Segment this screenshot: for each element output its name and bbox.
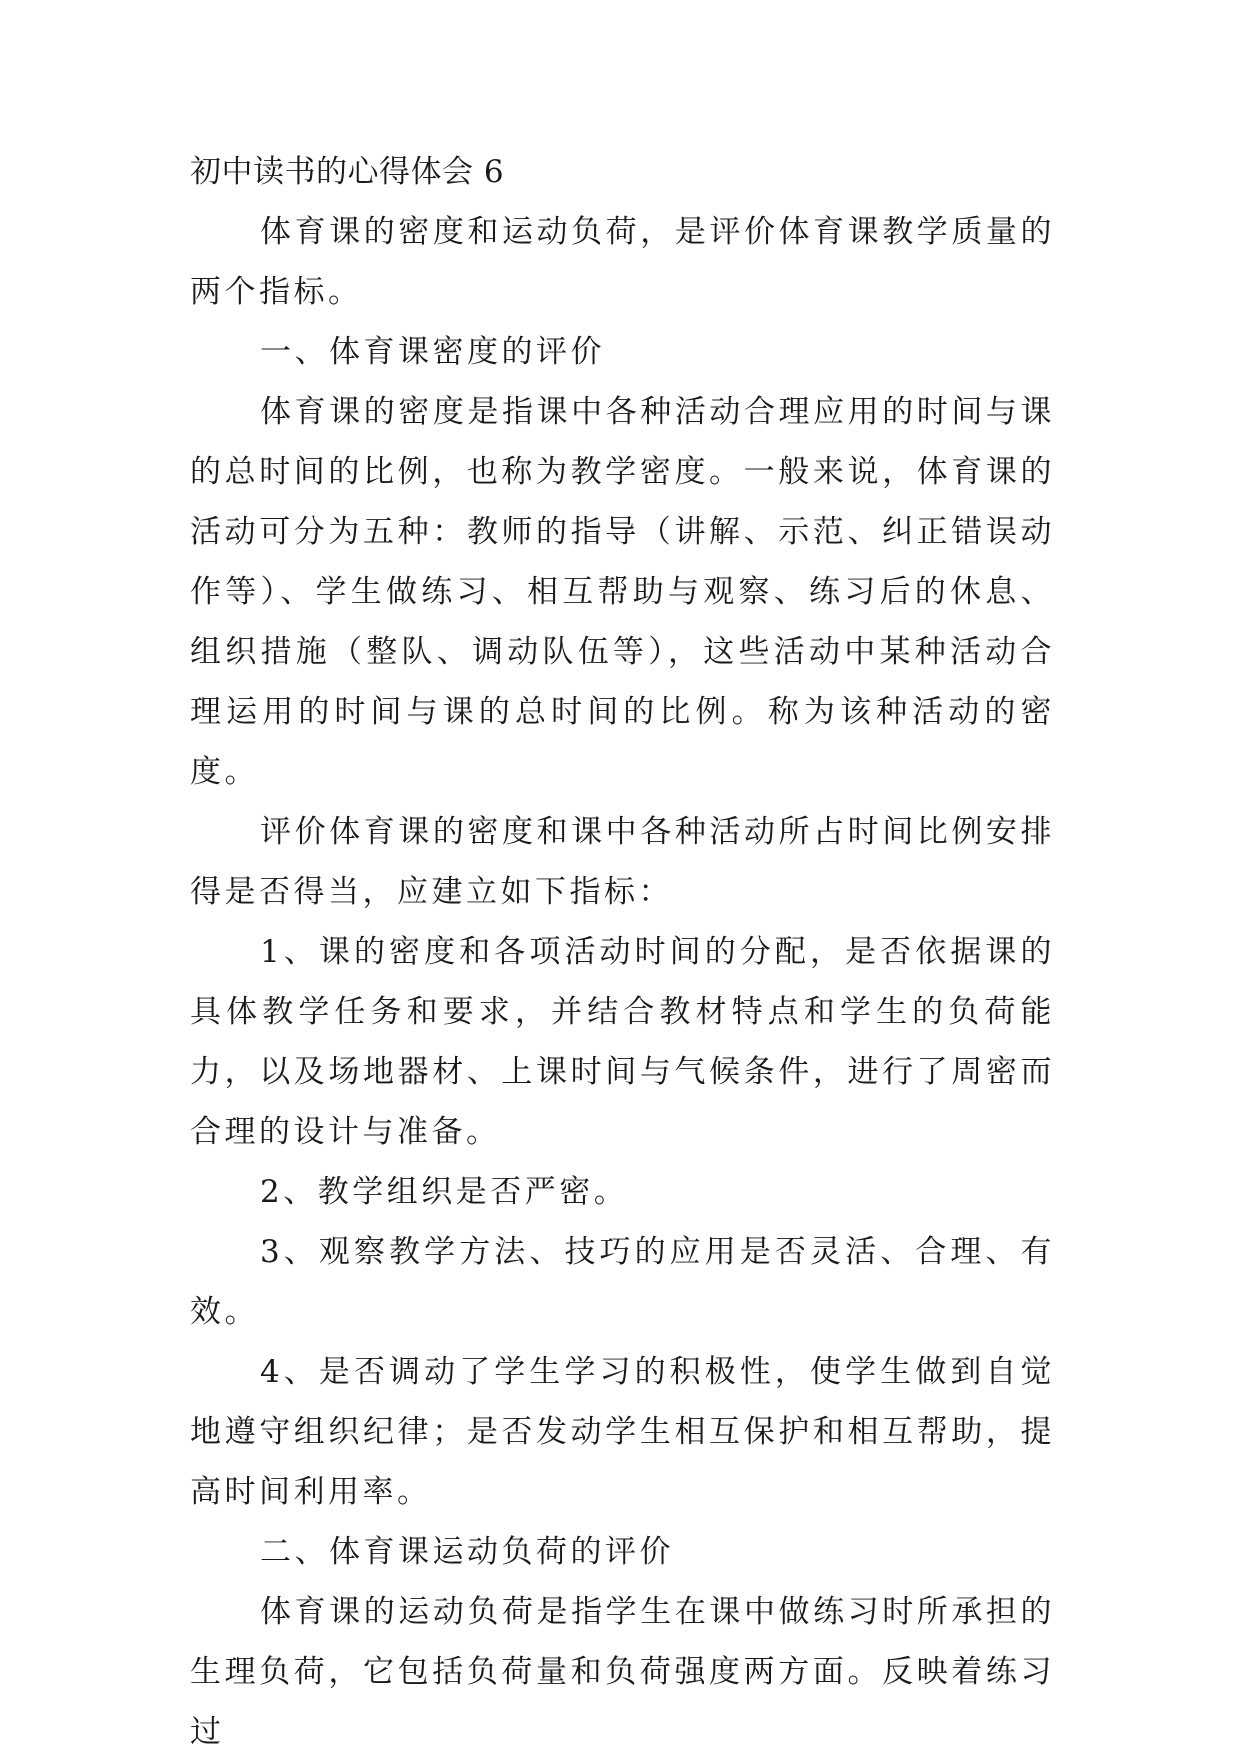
section-heading-load: 二、体育课运动负荷的评价 [260, 1534, 674, 1570]
document-body [190, 142, 1055, 1762]
intro-paragraph: 体育课的密度和运动负荷，是评价体育课教学质量的两个指标。 [190, 214, 1055, 310]
document-title: 初中读书的心得体会 6 [190, 154, 505, 190]
criterion-2-paragraph: 2、教学组织是否严密。 [260, 1174, 629, 1210]
criterion-1-paragraph: 1、课的密度和各项活动时间的分配，是否依据课的具体教学任务和要求，并结合教材特点和学生的负荷能力，以及场地器材、上课时间与气候条件，进行了周密而合理的设计与准备。 [190, 934, 1055, 1150]
criterion-3-paragraph: 3、观察教学方法、技巧的应用是否灵活、合理、有效。 [190, 1234, 1055, 1330]
load-definition-paragraph: 体育课的运动负荷是指学生在课中做练习时所承担的生理负荷，它包括负荷量和负荷强度两方面。反映着练习过 [190, 1594, 1055, 1750]
section-heading-density: 一、体育课密度的评价 [260, 334, 605, 370]
density-definition-paragraph: 体育课的密度是指课中各种活动合理应用的时间与课的总时间的比例，也称为教学密度。一般来说，体育课的活动可分为五种：教师的指导（讲解、示范、纠正错误动作等）、学生做练习、相互帮助与观察、练习后的休息、组织措施（整队、调动队伍等），这些活动中某种活动合理运用的时间与课的总时间的比例。称为该种活动的密度。 [190, 394, 1055, 790]
criterion-4-paragraph: 4、是否调动了学生学习的积极性，使学生做到自觉地遵守组织纪律；是否发动学生相互保护和相互帮助，提高时间利用率。 [190, 1354, 1055, 1510]
evaluation-criteria-paragraph: 评价体育课的密度和课中各种活动所占时间比例安排得是否得当，应建立如下指标： [190, 814, 1055, 910]
